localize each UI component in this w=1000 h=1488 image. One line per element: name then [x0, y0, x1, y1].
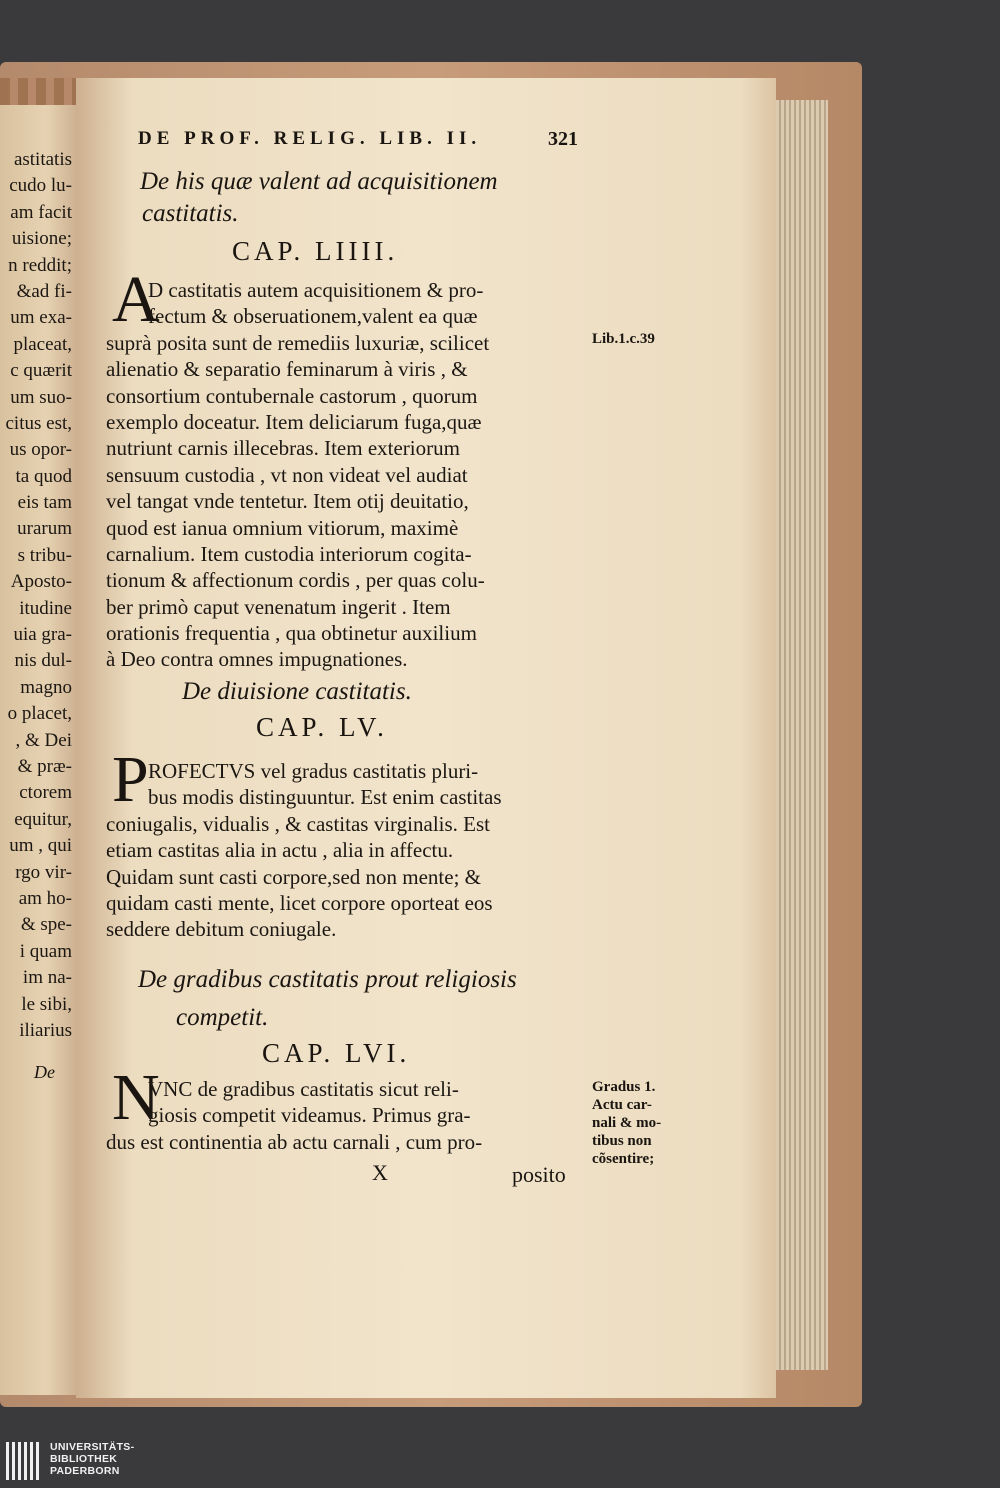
left-page-line: i quam	[19, 940, 72, 962]
left-page-line: rgo vir-	[15, 861, 72, 883]
left-page-line: am ho-	[18, 887, 72, 909]
margin-note-line: nali & mo-	[592, 1115, 662, 1131]
body-line: ROFECTVS vel gradus castitatis pluri-	[148, 759, 479, 783]
page-number: 321	[548, 128, 578, 150]
left-page-line: s tribu-	[17, 544, 72, 566]
left-page-line: citus est,	[5, 412, 72, 434]
left-page-line: nis dul-	[14, 650, 72, 672]
drop-cap-p: P	[112, 743, 149, 816]
body-line: exemplo doceatur. Item deliciarum fuga,quæ	[106, 409, 482, 434]
library-logo-icon	[6, 1442, 40, 1480]
left-page-line: uia gra-	[13, 624, 72, 646]
body-line: à Deo contra omnes impugnationes.	[106, 647, 408, 672]
body-line: quod est ianua omnium vitiorum, maximè	[106, 515, 459, 540]
left-page-line: c quærit	[10, 360, 72, 382]
left-page	[0, 105, 76, 1395]
left-page-line: Aposto-	[10, 571, 72, 593]
body-line: vel tangat vnde tentetur. Item otij deuitatio,	[106, 489, 469, 514]
signature-mark: X	[372, 1160, 388, 1185]
page-edges	[776, 100, 828, 1370]
left-page-line: ta quod	[15, 465, 72, 487]
left-page-line: o placet,	[7, 703, 72, 725]
body-line: seddere debitum coniugale.	[106, 917, 337, 942]
section-3-body	[106, 1076, 582, 1155]
margin-note-line: Actu car-	[592, 1097, 652, 1113]
left-page-line: im na-	[22, 967, 72, 989]
body-line: VNC de gradibus castitatis sicut reli-	[148, 1077, 459, 1101]
body-line: dus est continentia ab actu carnali , cum pro-	[106, 1129, 483, 1154]
section-2-body	[106, 758, 582, 943]
body-line: giosis competit videamus. Primus gra-	[148, 1103, 471, 1128]
body-line: consortium contubernale castorum , quorum	[106, 383, 478, 408]
body-line: sensuum custodia , vt non videat vel audiat	[106, 462, 468, 487]
left-page-line: n reddit;	[8, 254, 72, 276]
left-page-line: itudine	[19, 597, 72, 619]
left-page-line: am facit	[10, 201, 72, 223]
section-heading-3a: De gradibus castitatis prout religiosis	[138, 966, 517, 993]
section-heading-1a: De his quæ valent ad acquisitionem	[140, 168, 498, 195]
body-line: coniugalis, vidualis , & castitas virginalis. Est	[106, 811, 490, 836]
left-page-line: placeat,	[13, 333, 72, 355]
left-page-line: astitatis	[13, 149, 72, 170]
left-page-line: le sibi,	[21, 993, 72, 1015]
body-line: alienatio & separatio feminarum à viris , &	[106, 357, 468, 382]
left-page-line: eis tam	[17, 492, 72, 514]
section-1-body	[106, 277, 582, 673]
left-page-line: us opor-	[9, 439, 72, 461]
body-line: tionum & affectionum cordis , per quas colu-	[106, 568, 485, 593]
catchword: posito	[512, 1162, 566, 1187]
chapter-label-54: CAP. LIIII.	[232, 236, 399, 266]
body-line: carnalium. Item custodia interiorum cogita-	[106, 541, 472, 566]
left-page-line: uisione;	[11, 228, 72, 250]
margin-note-line: tibus non	[592, 1133, 652, 1149]
body-line: ber primò caput venenatum ingerit . Item	[106, 594, 451, 619]
left-page-line: urarum	[17, 518, 72, 540]
margin-note-lib: Lib.1.c.39	[592, 331, 655, 347]
chapter-label-55: CAP. LV.	[256, 712, 388, 742]
footer-bar	[0, 1437, 1000, 1488]
left-page-line: um , qui	[9, 835, 72, 857]
body-line: fectum & obseruationem,valent ea quæ	[148, 304, 478, 329]
left-page-line: &ad fi-	[16, 280, 72, 302]
drop-cap-a: A	[112, 263, 160, 336]
logo-line-1: UNIVERSITÄTS-	[50, 1441, 135, 1453]
left-page-line: iliarius	[19, 1019, 72, 1041]
left-page-line: um suo-	[10, 386, 72, 408]
margin-note-gradus	[592, 1078, 661, 1168]
left-page-line: cudo lu-	[9, 175, 72, 197]
body-line: etiam castitas alia in actu , alia in affectu.	[106, 838, 454, 863]
body-line: D castitatis autem acquisitionem & pro-	[148, 278, 484, 302]
body-line: quidam casti mente, licet corpore oporteat eos	[106, 890, 493, 915]
logo-line-3: PADERBORN	[50, 1465, 120, 1477]
left-page-line: & spe-	[20, 914, 72, 936]
left-page-line: ctorem	[19, 782, 72, 804]
section-heading-3b: competit.	[176, 1004, 269, 1031]
margin-note-line: cõsentire;	[592, 1151, 655, 1167]
library-logo-text	[50, 1441, 134, 1477]
left-page-line: , & Dei	[15, 729, 72, 751]
body-line: nutriunt carnis illecebras. Item exteriorum	[106, 436, 460, 461]
left-page-catchword: De	[34, 1062, 55, 1082]
left-page-line: magno	[20, 676, 72, 698]
section-heading-2: De diuisione castitatis.	[182, 678, 412, 705]
chapter-label-56: CAP. LVI.	[262, 1038, 411, 1068]
logo-line-2: BIBLIOTHEK	[50, 1453, 118, 1465]
left-page-line: & præ-	[17, 755, 72, 777]
body-line: orationis frequentia , qua obtinetur auxilium	[106, 621, 477, 646]
section-heading-1b: castitatis.	[142, 200, 239, 227]
body-line: suprà posita sunt de remediis luxuriæ, scilicet	[106, 330, 490, 355]
left-page-line: um exa-	[10, 307, 72, 329]
drop-cap-n: N	[112, 1061, 160, 1134]
right-page	[76, 78, 776, 1398]
margin-note-line: Gradus 1.	[592, 1079, 656, 1095]
body-line: bus modis distinguuntur. Est enim castitas	[148, 785, 502, 810]
left-page-line: equitur,	[14, 808, 72, 830]
running-head: DE PROF. RELIG. LIB. II.	[138, 128, 482, 149]
body-line: Quidam sunt casti corpore,sed non mente; &	[106, 864, 481, 889]
left-page-text	[0, 147, 76, 1044]
